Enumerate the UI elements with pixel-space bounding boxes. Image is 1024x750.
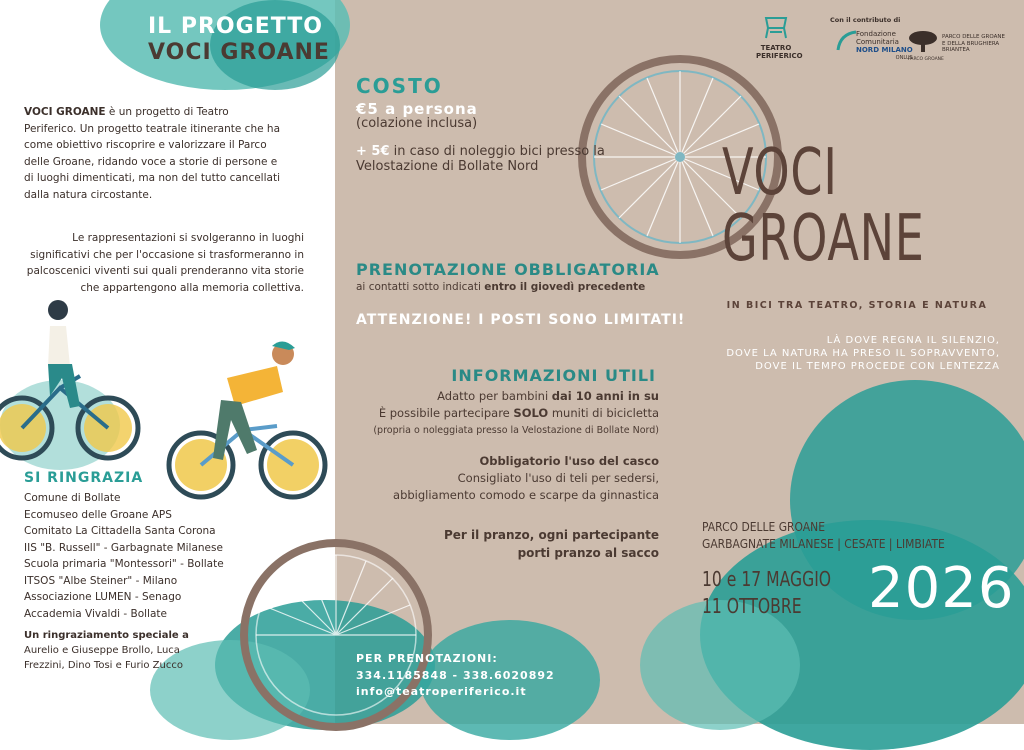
info-age	[346, 388, 659, 405]
info-age-text: Adatto per bambini	[437, 389, 552, 403]
parco-groane-logo-text	[942, 34, 1005, 54]
tagline-line-2: DOVE LA NATURA HA PRESO IL SOPRAVVENTO,	[726, 348, 1000, 359]
logo-pg-line-3: BRIANTEA	[942, 47, 970, 53]
helmet-line-1: Consigliato l'uso di teli per sedersi,	[457, 471, 659, 485]
location-towns: GARBAGNATE MILANESE | CESATE | LIMBIATE	[702, 536, 945, 551]
list-item: Comitato La Cittadella Santa Corona	[24, 525, 216, 537]
list-item: Associazione LUMEN - Senago	[24, 591, 182, 603]
cost-price: €5 a persona	[356, 100, 478, 118]
email-address: info@teatroperiferico.it	[356, 685, 527, 698]
logo-fond-line-3: NORD MILANO	[856, 46, 913, 54]
logo-pg-line-1: PARCO DELLE GROANE	[942, 34, 1005, 40]
lunch-line-2: porti pranzo al sacco	[517, 546, 659, 560]
contacts	[356, 668, 555, 700]
info-rental-note: (propria o noleggiata presso la Velostazione di Bollate Nord)	[373, 425, 659, 436]
special-thanks-title: Un ringraziamento speciale a	[24, 630, 189, 641]
booking-title: PRENOTAZIONE OBBLIGATORIA	[356, 260, 660, 279]
info-title: INFORMAZIONI UTILI	[451, 366, 656, 385]
location	[702, 518, 984, 552]
bicycle-wheel-bottom-icon	[236, 535, 436, 735]
helmet-line-2: abbigliamento comodo e scarpe da ginnastica	[393, 488, 659, 502]
logo-fond-line-1: Fondazione	[856, 30, 896, 38]
helmet-info	[346, 453, 659, 504]
tagline	[690, 334, 1000, 373]
tagline-line-3: DOVE IL TEMPO PROCEDE CON LENTEZZA	[755, 361, 1000, 372]
logo-teatro-line-1: TEATRO	[760, 44, 792, 52]
special-thanks	[24, 628, 194, 673]
event-year: 2026	[868, 556, 1015, 621]
helmet-bold: Obbligatorio l'uso del casco	[479, 454, 659, 468]
info-bike-text-2: muniti di bicicletta	[548, 406, 659, 420]
booking-subtitle	[356, 281, 645, 293]
info-bike	[346, 405, 659, 422]
teatro-periferico-logo	[756, 16, 803, 60]
cost-extra-text: in caso di noleggio bici presso la Velostazione di Bollate Nord	[356, 144, 605, 174]
cost-extra-bold: + 5€	[356, 144, 390, 159]
project-title-name: VOCI GROANE	[148, 40, 330, 65]
lunch-info	[346, 526, 659, 562]
intro-text: è un progetto di Teatro Periferico. Un progetto teatrale itinerante che ha come obiettivo riscoprire e valorizzare il Parco delle Groane, ridando voce a storie di persone e di luoghi dimenticati, ma non del tutto cancellati dalla natura circostante.	[24, 106, 280, 201]
list-item: IIS "B. Russell" - Garbagnate Milanese	[24, 541, 223, 554]
main-title-line-1: VOCI	[722, 136, 838, 210]
info-bike-bold: SOLO	[513, 406, 549, 420]
logo-fond-line-2: Comunitaria	[856, 38, 899, 46]
list-item: Scuola primaria "Montessori" - Bollate	[24, 558, 224, 570]
logo-fond-line-4: ONLUS	[895, 55, 913, 61]
sponsor-heading: Con il contributo di	[830, 16, 901, 24]
special-thanks-names: Aurelio e Giuseppe Brollo, Luca Frezzini, Dino Tosi e Furio Zucco	[24, 645, 183, 671]
location-park: PARCO DELLE GROANE	[702, 519, 825, 534]
list-item: Comune di Bollate	[24, 492, 121, 504]
thanks-list	[24, 490, 224, 622]
contacts-title: PER PRENOTAZIONI:	[356, 652, 498, 665]
chair-icon	[762, 16, 790, 40]
cyclist-woman-icon	[0, 296, 145, 466]
tagline-line-1: LÀ DOVE REGNA IL SILENZIO,	[826, 335, 1000, 346]
project-title: IL PROGETTO	[148, 14, 323, 39]
dates-october: 11 OTTOBRE	[702, 594, 802, 618]
info-bike-text: È possibile partecipare	[378, 406, 514, 420]
info-body	[346, 388, 659, 439]
list-item: Ecomuseo delle Groane APS	[24, 508, 172, 521]
attention-notice: ATTENZIONE! I POSTI SONO LIMITATI!	[356, 312, 686, 328]
logo-pg-line-2: E DELLA BRUGHIERA	[942, 40, 1000, 47]
logo-teatro-line-2: PERIFERICO	[756, 52, 803, 60]
intro-bold: VOCI GROANE	[24, 106, 106, 118]
tree-icon	[908, 30, 938, 52]
main-title	[722, 136, 1003, 276]
event-dates	[702, 566, 868, 620]
parco-groane-logo	[908, 30, 944, 64]
cost-note: (colazione inclusa)	[356, 116, 478, 131]
project-intro-2: Le rappresentazioni si svolgeranno in luoghi significativi che per l'occasione si trasformeranno in palcoscenici viventi sui quali prenderanno vita storie che appartengono alla memoria collettiva.	[26, 232, 304, 294]
list-item: Accademia Vivaldi - Bollate	[24, 607, 167, 620]
main-title-line-2: GROANE	[722, 202, 925, 276]
thanks-title: SI RINGRAZIA	[24, 470, 144, 486]
cost-extra	[356, 144, 656, 174]
project-intro	[24, 104, 284, 203]
fondazione-logo	[836, 30, 913, 62]
booking-deadline: entro il giovedì precedente	[484, 281, 646, 293]
booking-sub-text: ai contatti sotto indicati	[356, 281, 485, 293]
fondazione-swirl-icon	[836, 30, 858, 52]
dates-may: 10 e 17 MAGGIO	[702, 567, 832, 591]
logo-pg-small: PARCO GROANE	[908, 57, 944, 62]
info-age-bold: dai 10 anni in su	[551, 389, 659, 403]
cost-title: COSTO	[356, 74, 443, 98]
lunch-line-1: Per il pranzo, ogni partecipante	[443, 528, 659, 542]
subtitle: IN BICI TRA TEATRO, STORIA E NATURA	[726, 300, 988, 311]
phone-numbers: 334.1185848 - 338.6020892	[356, 669, 555, 682]
list-item: ITSOS "Albe Steiner" - Milano	[24, 574, 178, 587]
cyclist-man-icon	[165, 340, 330, 505]
